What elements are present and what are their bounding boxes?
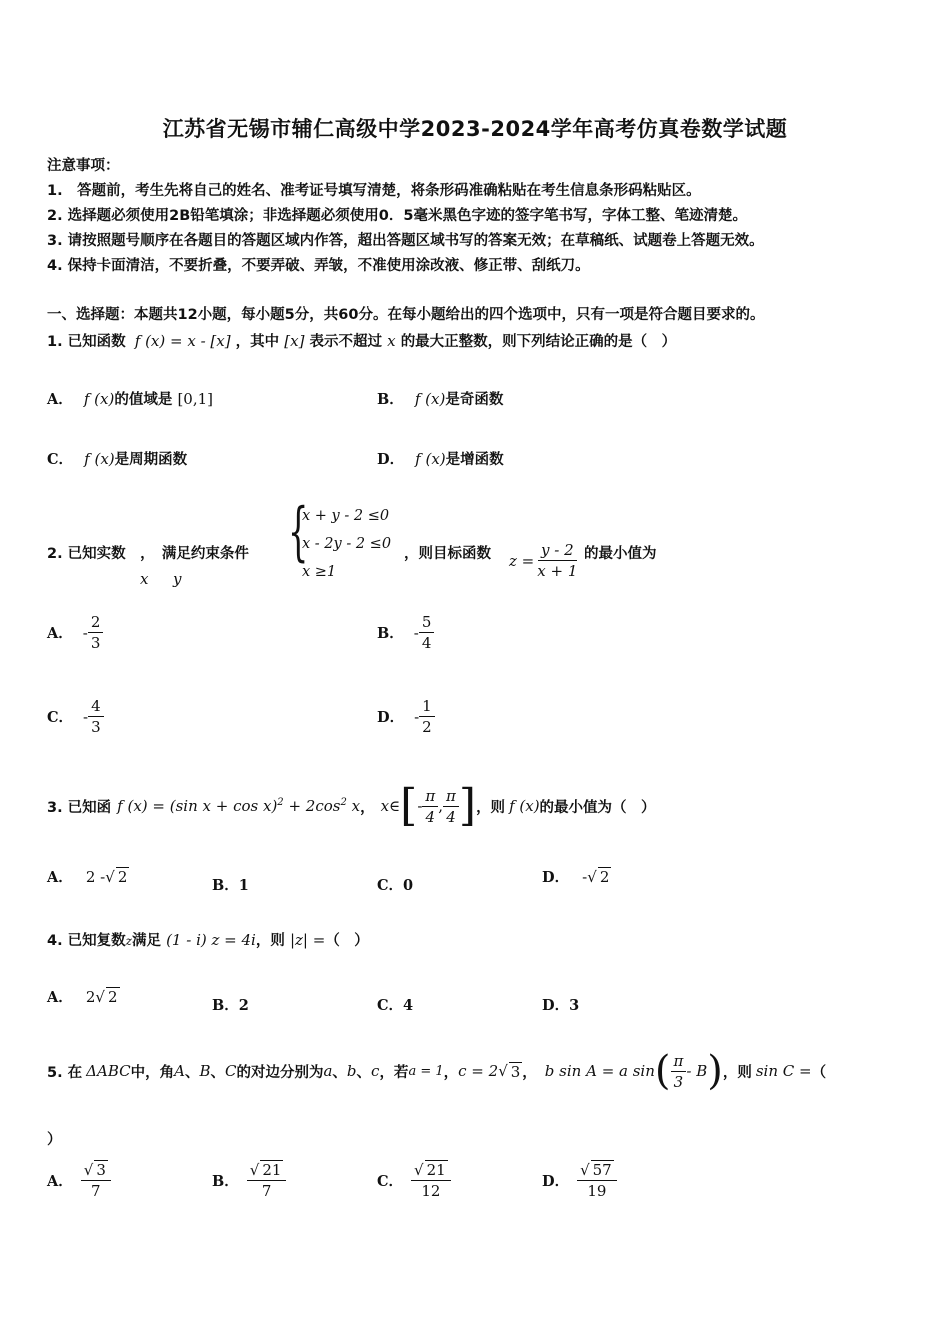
q5-side-a: a <box>323 1062 333 1080</box>
option-sign: - <box>82 623 88 642</box>
q2-numerator: y - 2 <box>538 540 577 561</box>
frac-den: 19 <box>587 1182 607 1200</box>
q2-denominator: x + 1 <box>537 562 578 580</box>
option-pre: 2 - <box>85 868 106 886</box>
q3-option-d[interactable]: D． -√ 2 <box>542 868 610 886</box>
frac-den: 12 <box>421 1182 441 1200</box>
q5-angle-b: B <box>199 1062 211 1080</box>
q2-option-a[interactable] <box>47 612 103 653</box>
q5-option-c[interactable] <box>377 1160 451 1201</box>
q3-right-bracket: ] <box>458 780 477 831</box>
q3-text-1: 3. 已知函 <box>47 799 112 816</box>
frac-num: 4 <box>88 696 104 717</box>
q5-text-7: ，则 <box>722 1064 752 1081</box>
option-label: D． <box>377 451 405 468</box>
q2-constraint-3: x ≥1 <box>302 564 337 580</box>
option-fraction <box>419 696 435 737</box>
q5-text-5: ， <box>443 1064 459 1081</box>
q5-paren-open: （ <box>811 1064 827 1081</box>
q1-text-3: 表示不超过 <box>309 334 383 350</box>
q3-option-c[interactable] <box>377 874 413 895</box>
q2-constraint-2: x - 2y - 2 ≤0 <box>302 536 392 552</box>
q2-left-brace: { <box>288 495 309 569</box>
frac-num: π <box>443 786 459 807</box>
option-text: 是增函数 <box>445 452 504 468</box>
q3-f-part-1: f (x) = (sin x + cos x) <box>117 797 278 815</box>
option-sign: - <box>83 707 89 726</box>
q3-interval-right <box>443 786 459 827</box>
q3-option-a[interactable]: A． 2 -√ 2 <box>47 868 128 886</box>
option-radicand: 2 <box>117 868 128 886</box>
notice-item-1: 1. 答题前，考生先将自己的姓名、准考证号填写清楚，将条形码准确粘贴在考生信息条形码粘贴区。 <box>47 183 701 199</box>
q3-f-part-2: + 2cos <box>283 797 341 815</box>
option-fraction <box>88 696 104 737</box>
option-fraction: $\frac{√ 57}{19}$ <box>577 1160 617 1201</box>
question-1 <box>47 330 676 351</box>
option-text: 的值域是 <box>114 392 173 408</box>
frac-den: 3 <box>673 1072 684 1091</box>
option-label: C． <box>47 451 74 468</box>
q5-option-b[interactable] <box>212 1160 286 1201</box>
q4-option-c[interactable] <box>377 994 413 1015</box>
q5-c-radicand: 3 <box>510 1062 521 1081</box>
q4-z: z <box>125 934 132 948</box>
option-label: B． <box>377 625 404 642</box>
option-label: C． <box>47 709 74 726</box>
question-5: 5. 在 ΔABC 中，角 A 、 B 、 C 的对边分别为 a 、 b 、 c ，若 a = 1 ， c = 2 √ 3 ， b sin A = a sin ( $\frac{\pi}{3}$ - B ) ，则 sin C = （ <box>47 1048 827 1094</box>
q2-objective <box>509 540 580 581</box>
q3-left-bracket: [ <box>400 780 418 831</box>
option-text: 0 <box>403 877 414 894</box>
q5-sep: 、 <box>356 1064 372 1081</box>
page-title: 江苏省无锡市辅仁高级中学2023-2024学年高考仿真卷数学试题 <box>162 117 788 141</box>
q1-math-3: x <box>387 332 396 350</box>
option-label: A． <box>47 391 73 408</box>
q5-text-4: ，若 <box>379 1064 409 1081</box>
q3-interval-left <box>422 786 438 827</box>
frac-den: 7 <box>261 1182 272 1200</box>
q4-option-d[interactable] <box>542 994 579 1015</box>
q3-fx: f (x) <box>509 797 540 815</box>
q5-pi-over-3 <box>671 1051 687 1092</box>
q3-text-4: 的最小值为（ ） <box>539 799 656 816</box>
q2-fraction <box>534 540 580 581</box>
frac-radicand: 21 <box>262 1161 282 1179</box>
frac-den: 4 <box>446 807 456 826</box>
option-text: 1 <box>238 877 249 894</box>
q1-option-a[interactable] <box>47 388 213 409</box>
q1-text-1: 1. 已知函数 <box>47 334 126 350</box>
q5-text-3: 的对边分别为 <box>236 1064 324 1081</box>
q5-option-d[interactable] <box>542 1160 617 1201</box>
q4-text-4: （ ） <box>325 933 369 949</box>
frac-num: 1 <box>419 696 435 717</box>
q1-math-1: f (x) = x - [x] <box>134 332 231 350</box>
q5-equation: b sin A = a sin <box>544 1062 655 1080</box>
notice-item-4: 4. 保持卡面清洁，不要折叠，不要弄破、弄皱，不准使用涂改液、修正带、刮纸刀。 <box>47 258 590 274</box>
q5-c-eq: c = 2 <box>458 1062 499 1080</box>
option-label: B． <box>212 877 239 894</box>
q5-text-6: ， <box>522 1064 537 1081</box>
q3-f-part-3: x <box>346 797 361 815</box>
option-label: B． <box>377 391 404 408</box>
option-label: A． <box>47 1173 73 1190</box>
frac-radicand: 57 <box>592 1161 612 1179</box>
frac-den: 3 <box>90 634 101 652</box>
q5-sep: 、 <box>184 1064 200 1081</box>
option-label: D． <box>377 709 405 726</box>
q2-var-x: x <box>140 570 149 588</box>
option-label: C． <box>377 877 404 894</box>
option-label: D． <box>542 1173 570 1190</box>
q5-side-c: c <box>371 1062 380 1080</box>
q3-f-exp-2: 2 <box>340 797 347 808</box>
option-text: 是奇函数 <box>445 392 504 408</box>
q3-minus: - <box>417 797 423 815</box>
notice-item-2: 2. 选择题必须使用2B铅笔填涂；非选择题必须使用0．5毫米黑色字迹的签字笔书写，字体工整、笔迹清楚。 <box>47 208 747 224</box>
option-pre: - <box>582 868 588 886</box>
option-pre: 2 <box>85 988 96 1006</box>
option-math: f (x) <box>84 450 115 468</box>
q4-text-3: ，则 <box>255 933 285 949</box>
option-math: f (x) <box>83 390 115 408</box>
q5-right-paren: ) <box>707 1048 723 1094</box>
notice-item-3: 3. 请按照题号顺序在各题目的答题区域内作答，超出答题区域书写的答案无效；在草稿纸、试题卷上答题无效。 <box>47 233 764 249</box>
option-text: 是周期函数 <box>114 452 188 468</box>
q5-angle-c: C <box>224 1062 237 1080</box>
frac-den: 4 <box>421 634 432 652</box>
q1-option-c[interactable] <box>47 448 187 469</box>
option-label: B． <box>212 997 239 1014</box>
q5-a-eq: a = 1 <box>408 1063 444 1079</box>
q2-var-y: y <box>173 570 182 588</box>
q5-angle-a: A <box>174 1062 185 1080</box>
frac-num: π <box>422 786 438 807</box>
q2-option-d[interactable] <box>377 696 435 737</box>
q1-text-2: ，其中 <box>235 334 280 350</box>
q1-math-2: [x] <box>284 332 305 350</box>
section-heading: 一、选择题：本题共12小题，每小题5分，共60分。在每小题给出的四个选项中，只有一项是符合题目要求的。 <box>47 307 765 323</box>
q1-option-b[interactable] <box>377 388 503 409</box>
question-3 <box>47 780 656 832</box>
q4-option-b[interactable] <box>212 994 249 1015</box>
frac-num: 2 <box>88 612 104 633</box>
q3-option-b[interactable] <box>212 874 249 895</box>
q3-x-in: x∈ <box>380 797 401 815</box>
q2-text-3: 的最小值为 <box>584 546 657 562</box>
q5-text-2: 中，角 <box>130 1064 175 1081</box>
question-4 <box>47 929 369 950</box>
option-text: 3 <box>569 997 580 1014</box>
option-label: C． <box>377 997 404 1014</box>
q5-sep: 、 <box>332 1064 347 1081</box>
q4-option-a[interactable]: A． 2√ 2 <box>47 988 118 1006</box>
q2-text-1: 2. 已知实数 ， 满足约束条件 <box>47 546 249 562</box>
q5-minus-b: - B <box>686 1062 708 1080</box>
q5-option-a[interactable] <box>47 1160 111 1201</box>
option-sign: - <box>413 623 419 642</box>
option-label: C． <box>377 1173 404 1190</box>
option-fraction <box>88 612 104 653</box>
option-math: f (x) <box>415 450 446 468</box>
q5-text-1: 5. 在 <box>47 1064 83 1081</box>
q2-text-2: ，则目标函数 <box>404 546 491 562</box>
option-radicand: 2 <box>599 868 610 886</box>
q1-text-4: 的最大正整数，则下列结论正确的是（ ） <box>400 334 677 350</box>
option-sign: - <box>414 707 420 726</box>
notice-heading: 注意事项： <box>47 158 120 174</box>
frac-den: 4 <box>425 807 436 826</box>
option-math: f (x) <box>414 390 446 408</box>
q2-option-c[interactable] <box>47 696 104 737</box>
option-fraction: $\frac{√ 21}{7}$ <box>247 1160 287 1201</box>
frac-radicand: 3 <box>96 1161 106 1179</box>
option-fraction: $\frac{√ 21}{12}$ <box>411 1160 451 1201</box>
q1-option-d[interactable] <box>377 448 504 469</box>
option-label: A． <box>47 989 73 1006</box>
option-label: B． <box>212 1173 239 1190</box>
option-fraction <box>419 612 435 653</box>
q3-function <box>117 797 360 815</box>
frac-num: 5 <box>419 612 435 633</box>
q4-equation: (1 - i) z = 4i <box>166 931 256 949</box>
q5-sep: 、 <box>210 1064 225 1081</box>
frac-den: 7 <box>91 1182 101 1200</box>
q5-triangle: ΔABC <box>86 1062 131 1080</box>
option-label: D． <box>542 997 570 1014</box>
q4-abs-z: |z| = <box>289 931 326 949</box>
option-math-2: [0,1] <box>177 390 213 408</box>
q3-f-exp: 2 <box>277 797 284 808</box>
q4-text-1: 4. 已知复数 <box>47 933 126 949</box>
q5-paren-close: ） <box>47 1132 62 1148</box>
option-fraction: $\frac{√ 3}{7}$ <box>81 1160 111 1201</box>
q2-option-b[interactable] <box>377 612 434 653</box>
q3-text-3: ，则 <box>476 799 506 816</box>
q4-text-2: 满足 <box>131 933 161 949</box>
option-text: 4 <box>403 997 414 1014</box>
q2-constraint-1: x + y - 2 ≤0 <box>302 508 390 524</box>
q3-comma: , <box>438 797 444 815</box>
q5-sin-c: sin C = <box>755 1062 812 1080</box>
q3-text-2: ， <box>360 799 375 816</box>
option-label: A． <box>47 625 73 642</box>
option-label: A． <box>47 869 73 886</box>
q5-left-paren: ( <box>654 1048 671 1094</box>
frac-radicand: 21 <box>426 1161 446 1179</box>
frac-den: 2 <box>422 718 432 736</box>
option-label: D． <box>542 869 570 886</box>
option-radicand: 2 <box>107 988 118 1006</box>
frac-den: 3 <box>91 718 101 736</box>
q2-z: z = <box>509 551 535 570</box>
frac-num: π <box>671 1051 687 1072</box>
q5-side-b: b <box>346 1062 357 1080</box>
option-text: 2 <box>238 997 249 1014</box>
